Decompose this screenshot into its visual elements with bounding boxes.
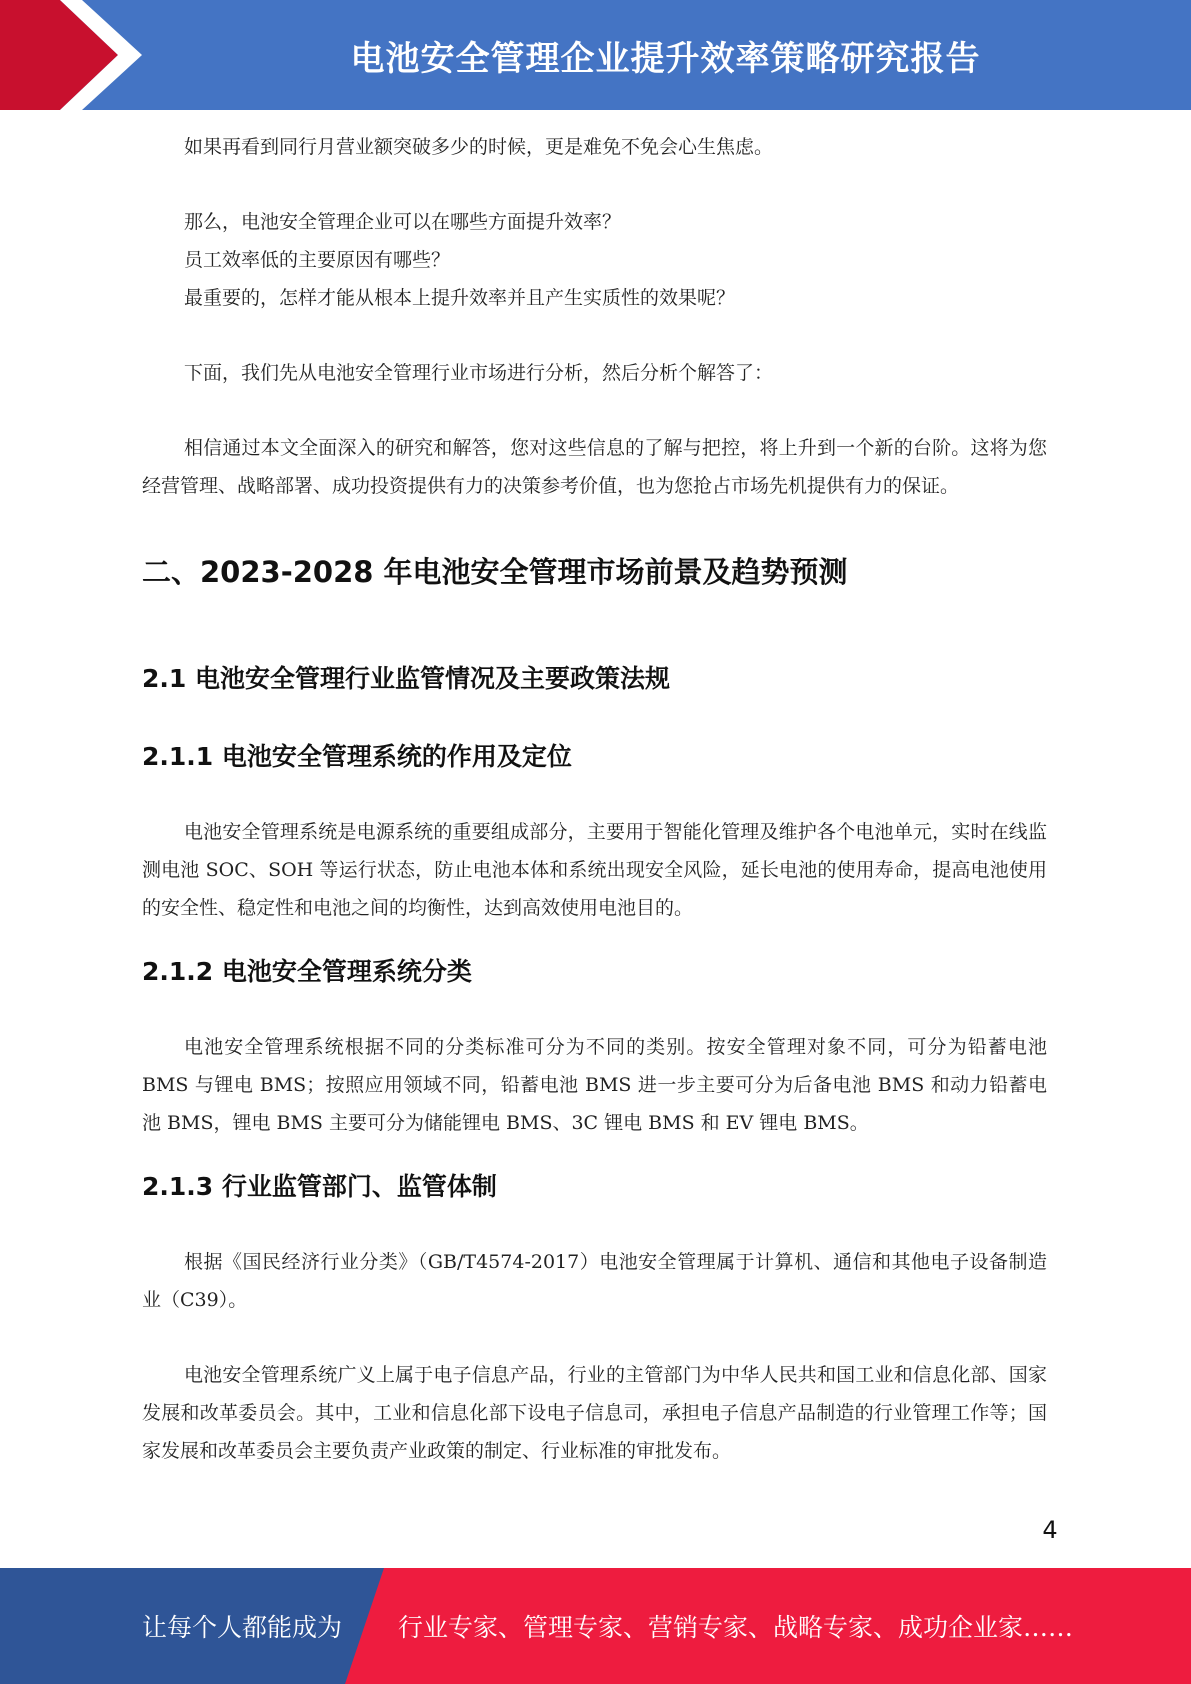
report-title: 电池安全管理企业提升效率策略研究报告 [350,38,981,79]
paragraph: 相信通过本文全面深入的研究和解答，您对这些信息的了解与把控，将上升到一个新的台阶。这将为您经营管理、战略部署、成功投资提供有力的决策参考价值，也为您抢占市场先机提供有力的保证。 [142,437,1047,497]
subsubsection-heading: 2.1.1 电池安全管理系统的作用及定位 [142,742,572,771]
document-body [142,128,1047,1470]
paragraph: 最重要的，怎样才能从根本上提升效率并且产生实质性的效果呢？ [184,287,736,309]
subsubsection-heading: 2.1.2 电池安全管理系统分类 [142,957,472,986]
subsection-heading: 2.1 电池安全管理行业监管情况及主要政策法规 [142,664,670,693]
page-header [0,0,1191,110]
header-chevron-decoration [0,0,160,110]
paragraph: 那么，电池安全管理企业可以在哪些方面提升效率？ [184,211,622,233]
footer-slogan-left: 让每个人都能成为 [142,1613,343,1642]
paragraph: 根据《国民经济行业分类》（GB/T4574-2017）电池安全管理属于计算机、通信和其他电子设备制造业（C39）。 [142,1251,1047,1311]
paragraph: 下面，我们先从电池安全管理行业市场进行分析，然后分析个解答了： [184,362,774,384]
paragraph: 电池安全管理系统根据不同的分类标准可分为不同的类别。按安全管理对象不同，可分为铅蓄电池 BMS 与锂电 BMS；按照应用领域不同，铅蓄电池 BMS 进一步主要可分为后备电池 BMS 和动力铅蓄电池 BMS，锂电 BMS 主要可分为储能锂电 BMS、3C 锂电 BMS 和 EV 锂电 BMS。 [142,1036,1047,1134]
paragraph: 电池安全管理系统广义上属于电子信息产品，行业的主管部门为中华人民共和国工业和信息化部、国家发展和改革委员会。其中，工业和信息化部下设电子信息司，承担电子信息产品制造的行业管理工作等；国家发展和改革委员会主要负责产业政策的制定、行业标准的审批发布。 [142,1364,1047,1462]
footer-slogan-right: 行业专家、管理专家、营销专家、战略专家、成功企业家…… [398,1613,1074,1642]
subsubsection-heading: 2.1.3 行业监管部门、监管体制 [142,1172,497,1201]
paragraph: 如果再看到同行月营业额突破多少的时候，更是难免不免会心生焦虑。 [184,136,774,158]
page-footer [0,1568,1191,1684]
paragraph: 电池安全管理系统是电源系统的重要组成部分，主要用于智能化管理及维护各个电池单元，实时在线监测电池 SOC、SOH 等运行状态，防止电池本体和系统出现安全风险，延长电池的使用寿命，提高电池使用的安全性、稳定性和电池之间的均衡性，达到高效使用电池目的。 [142,821,1047,919]
section-heading: 二、2023-2028 年电池安全管理市场前景及趋势预测 [142,555,848,589]
page-number: 4 [1042,1516,1058,1544]
paragraph: 员工效率低的主要原因有哪些？ [184,249,451,271]
